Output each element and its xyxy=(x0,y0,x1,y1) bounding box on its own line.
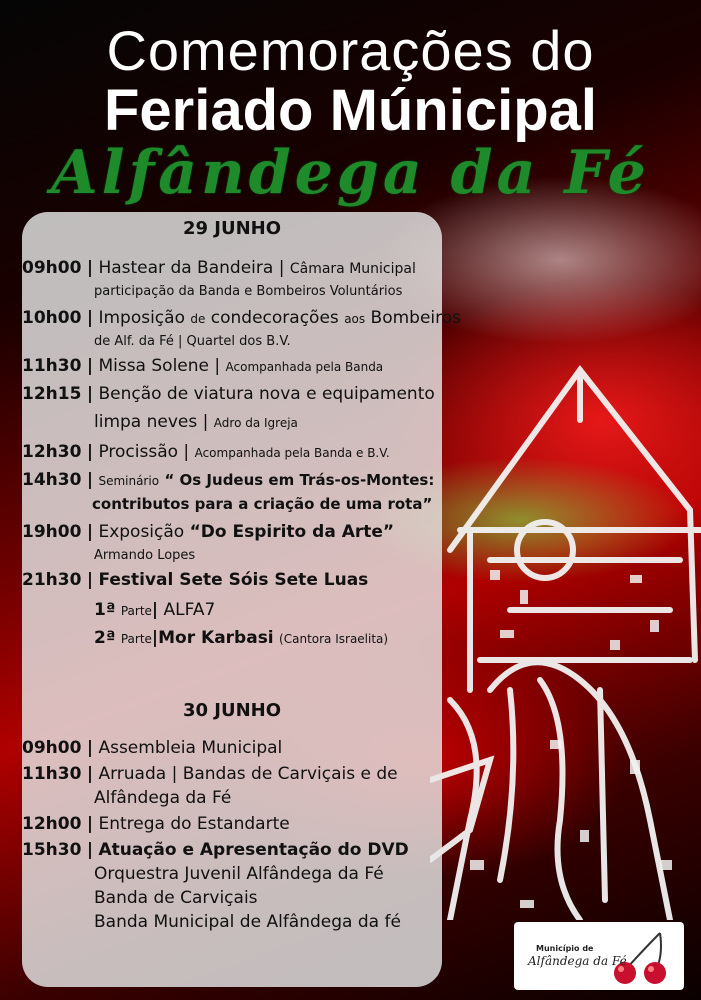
event-row: 10h00 | Imposição de condecorações aos Bombeiros xyxy=(22,308,462,328)
event-detail: limpa neves | Adro da Igreja xyxy=(94,412,298,432)
church-illustration xyxy=(430,360,701,920)
performer-line: Banda de Carviçais xyxy=(94,888,258,908)
event-detail: Armando Lopes xyxy=(94,548,196,563)
logo-label-small: Município de xyxy=(536,944,594,953)
event-detail: de Alf. da Fé | Quartel dos B.V. xyxy=(94,334,291,349)
event-row: 11h30 | Missa Solene | Acompanhada pela Banda xyxy=(22,356,384,376)
event-row: 21h30 | Festival Sete Sóis Sete Luas xyxy=(22,570,369,590)
festival-part-1: 1ª Parte| ALFA7 xyxy=(94,600,216,620)
day2-title: 30 JUNHO xyxy=(182,700,282,721)
event-row: 11h30 | Arruada | Bandas de Carviçais e de xyxy=(22,764,398,784)
event-row: 12h30 | Procissão | Acompanhada pela Banda e B.V. xyxy=(22,442,390,462)
logo-label-town: Alfândega da Fé xyxy=(528,954,627,968)
performer-line: Orquestra Juvenil Alfândega da Fé xyxy=(94,864,384,884)
header-line-1: Comemorações do xyxy=(106,19,595,82)
event-row: 12h15 | Benção de viatura nova e equipamento xyxy=(22,384,435,404)
event-row: 14h30 | Seminário “ Os Judeus em Trás-os-Montes: xyxy=(22,470,435,490)
event-detail: participação da Banda e Bombeiros Voluntários xyxy=(94,284,403,299)
performer-line: Banda Municipal de Alfândega da fé xyxy=(94,912,401,932)
event-row: 15h30 | Atuação e Apresentação do DVD xyxy=(22,840,409,860)
day1-title: 29 JUNHO xyxy=(182,218,282,239)
header-line-2: Feriado Múnicipal xyxy=(103,78,598,143)
event-detail: contributos para a criação de uma rota” xyxy=(92,495,433,513)
event-row: 09h00 | Hastear da Bandeira | Câmara Municipal xyxy=(22,258,416,278)
event-row: 12h00 | Entrega do Estandarte xyxy=(22,814,290,834)
event-detail: Alfândega da Fé xyxy=(94,788,232,808)
event-row: 09h00 | Assembleia Municipal xyxy=(22,738,283,758)
header-town-name: Alfândega da Fé xyxy=(51,138,650,208)
event-row: 19h00 | Exposição “Do Espirito da Arte” xyxy=(22,522,395,542)
festival-part-2: 2ª Parte|Mor Karbasi (Cantora Israelita) xyxy=(94,628,389,648)
